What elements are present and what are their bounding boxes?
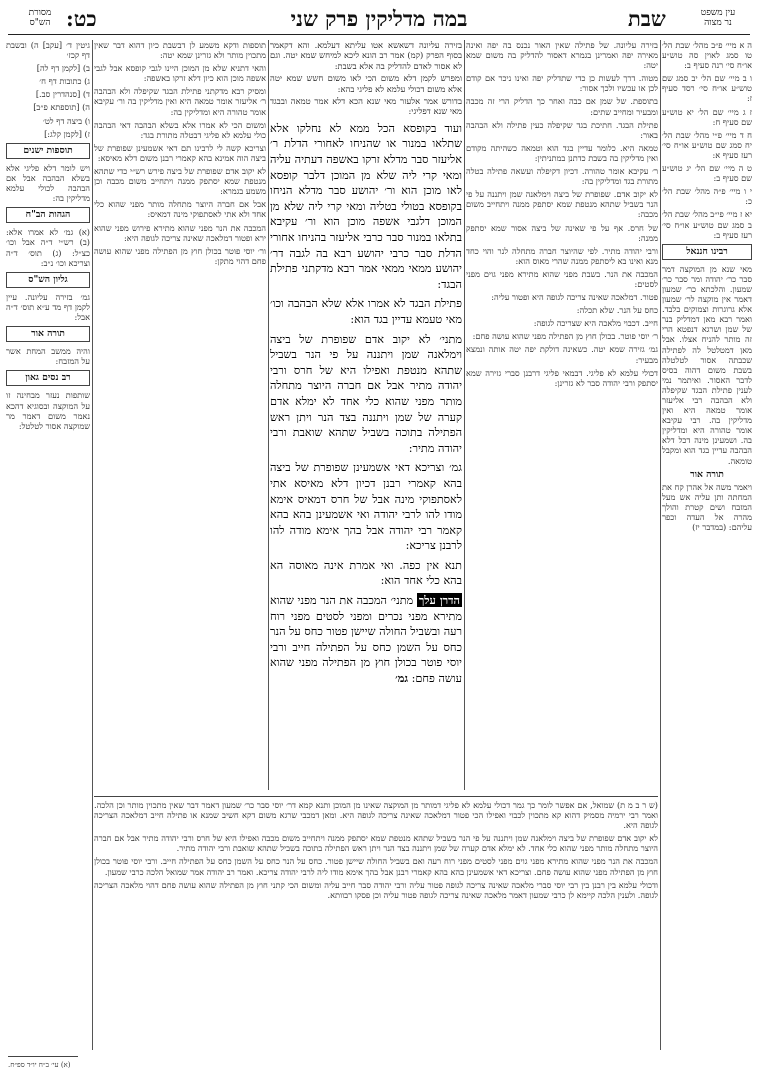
tosafot-yeshanim-heading: תוספות ישנים bbox=[6, 143, 90, 159]
tosafot-paragraph: ומשום הכי לא אמרו אלא בשלא הבהבה דאי הבהבה כולי עלמא לא פליגי דבטלה מתורת בגד: bbox=[94, 119, 266, 140]
gilyon-text: גמ׳ בזירה עליונה. עיין לקמן דף מד ע״א תוס׳ ד״ה אבל: bbox=[6, 291, 90, 322]
rashi-entry: גמ׳ גזירה שמא יטה. כשאינה דולקת יפה יטה אותה ונמצא מבעיר: bbox=[466, 344, 658, 365]
rashi-entry: דכולי עלמא לא פליגי. דבמאי פליגי דרבנן סברי גזירה שמא יסתפק ורבי יהודה סבר לא גזרינן: bbox=[466, 367, 658, 388]
rashi-entry: ורבי יהודה מתיר. לפי שהיוצר חברה מתחלה לנר והוי כחד מנא ואינו בא ליסתפק ממנה שהרי מאוס הוא: bbox=[466, 245, 658, 266]
folio-number: כט: bbox=[66, 6, 97, 31]
rav-nissim-text: שותפות נעזר מבחינה זו על המוקצה ובסוגיא דהכא נאמר משום דאמר מר שמוקצה אסור לטלטל: bbox=[6, 390, 90, 431]
tosafot-paragraph: וצריכא קשה לי לרבינו תם דאי אשמעינן שפופרת של ביצה הוה אמינא בהא קאמרי רבנן משום דלא מאיסא: bbox=[94, 142, 266, 163]
side-notes-column bbox=[6, 40, 90, 1050]
column-divider bbox=[464, 40, 465, 790]
mesoret-entry: ג) כתובות דף ח׳ bbox=[39, 76, 90, 87]
rashi-entry: לא יקוב אדם. שפופרת של ביצה וימלאנה שמן ויתננה על פי הנר בשביל שתהא מנטפת שמא יסתפק ממנה ויתחייב משום מכבה: bbox=[466, 189, 658, 220]
bottom-paragraph: לא יקוב אדם שפופרת של ביצה וימלאנה שמן ויתננה על פי הנר בשביל שתהא מנטפת שמא יסתפק ממנה ויתחייב משום מכבה ואפילו היא של חרס ורבי יהודה מתיר אבל אם חברה היוצר מתחלה מותר מפני שהוא כלי אחד. לא ימלא אדם קערה של שמן ויתננה בצד הנר ויתן ראש הפתילה בתוכה בשביל שתהא שואבת ורבי יהודה מתיר. bbox=[94, 833, 658, 854]
ein-mishpat-entry: ז ג מיי׳ שם הל׳ יא טוש״ע שם סעיף ח: bbox=[662, 106, 752, 127]
center-top-paragraph: ומפרש לקמן דלא משום הכי לאו משום חשש שמא יטה אלא משום דכולי עלמא לא פליגי בהא: bbox=[270, 73, 462, 94]
mesoret-entry: גיטין ד׳ [עקב] ה) ובשבת דף קכז׳ bbox=[6, 40, 90, 61]
tosafot-paragraph: לא יקוב אדם שפופרת של ביצה פירש רש״י כדי שתהא מנטפת שמא יסתפק ממנה ויתחייב משום מכבה וכן משמע בגמרא: bbox=[94, 166, 266, 197]
gemara-paragraph: גמ׳ וצריכא דאי אשמעינן שפופרת של ביצה בהא קאמרי רבנן דכיון דלא מאיסא אתי לאסתפוקי מינה אבל של חרס דמאיס אימא מודו להו לרבי יהודה ואי אשמעינן בהא בהא קאמר רבי יהודה אבל בהך אימא מודה להו לרבנן צריכא: bbox=[270, 461, 462, 553]
mesoret-entry: ו) ביצה דף לט׳ bbox=[42, 115, 90, 126]
gemara-paragraph: מתני׳ לא יקוב אדם שפופרת של ביצה וימלאנה שמן ויתננה על פי הנר בשביל שתהא מנטפת ואפילו היא של חרס ורבי יהודה מתיר אבל אם חברה היוצר מתחלה מותר מפני שהוא כלי אחד לא ימלא אדם קערה של שמן ויתננה בצד הנר ויתן ראש הפתילה בתוכה בשביל שתהא שואבת ורבי יהודה מתיר: bbox=[270, 332, 462, 455]
gemara-paragraph: תנא אין כפה. ואי אמרת אינה מאוסה הא בהא כלי אחד הוא: bbox=[270, 558, 462, 588]
torah-ohr-side-text: והיה ממשב המחת אשר על המזבח: bbox=[6, 346, 90, 367]
rashi-entry: ר׳ יוסי פוטר. בכולן חוץ מן הפתילה מפני שהוא עושה פחם: bbox=[472, 331, 658, 342]
gemara-paragraph: ועוד בקופסא הכל ממא לא נחלקו אלא שתלאו במנור או שהניחו לאחורי הדלת ר׳ אליעזר סבר מדלא זרקו באשפה דעתיה עליה ומאי קרי ליה שלא מן המוכן דלבר קופסא לאו מוכן הוא ור׳ יהושע סבר מדלא הניחו בקופסא בטולי בטליה ומאי קרי ליה שלא מן המוכן דלגבי אשפה מוכן הוא ור׳ עקיבא בתלאו במנור סבר כרבי אליעזר בהניחו אחורי הדלת סבר כרבי יהושע רבא בה לגבה דר׳ יהושע ממאי ממאי אמר רבא מדקתני פתילת הבגד: bbox=[270, 121, 462, 291]
rav-nissim-heading: רב נסים גאון bbox=[6, 370, 90, 386]
mesoret-entry: ה) [תוספתא פ״ב] bbox=[33, 102, 90, 113]
gilyon-heading: גליון הש"ס bbox=[6, 272, 90, 288]
rabbeinu-chananel-text: מאי שנא מן המוקצה דמר סבר כר׳ יהודה ומר סבר כר׳ שמעון. והלכתא כר׳ שמעון דאמר אין מוקצה לר׳ שמעון אלא גרוגרות וצמוקים בלבד. ואמר רבא מאן דמדליק בנר של שמן ושרגא דנפטא הרי זה מותר להניח אצלו. אבל מאן דמטלטל לה לפתילה שכבתה אסור לטלטלה בשבת משום דהוה בסיס לדבר האסור. ואיתמר נמי לענין פתילת הבגד שקיפלה ולא הבהבה רבי אליעזר אומר טמאה היא ואין מדליקין בה. רבי עקיבא אומר טהורה היא ומדליקין בה. ושמעינן מינה דכל דלא הבהבה עדיין בגד הוא ומקבל טומאה. bbox=[662, 263, 752, 466]
rashi-entry: בזירה עליונה. של פתילה שאין האור נכנס בה יפה ואינה מאירה יפה ואמרינן בגמרא דאסור להדליק בה משום שמא יטה: bbox=[466, 40, 658, 71]
torah-ohr-text: ויאמר משה אל אהרן קח את המחתה ותן עליה אש מעל המזבח ושים קטרת והולך מהרה אל העדה וכפר עליהם: (במדבר יז) bbox=[662, 481, 752, 533]
footnote: (א) עי׳ ב״ח יו״ד ספ״ח. bbox=[8, 1061, 71, 1069]
column-divider bbox=[660, 40, 661, 1050]
tosafot-paragraph: והאי דתניא שלא מן המוכן היינו לגבי קופסא אבל לגבי אשפה מוכן הוא כיון דלא זרקו באשפה: bbox=[94, 63, 266, 84]
footnote-divider bbox=[8, 1056, 78, 1057]
rashi-entry: מטוה. דרך לעשות כן כדי שתדליק יפה ואינו ניכר אם קודם לכן או עכשיו ולכך אסור: bbox=[466, 73, 658, 94]
rashi-entry: פטור. דמלאכה שאינה צריכה לגופה היא ופטור עליה: bbox=[491, 292, 658, 303]
mesoret-entry: ב) [לקמן דף לה] bbox=[36, 63, 90, 74]
center-top-commentary bbox=[270, 40, 462, 117]
hagahot-text: (א) גמ׳ לא אמרו אלא: (ב) רש״י ד״ה אבל וכו׳ כצ״ל: (ג) תוס׳ ד״ה וצריכא וכו׳ נ״ב: bbox=[6, 227, 90, 268]
rashi-entry: טמאה היא. כלומר עדיין בגד הוא וטמאה כשהיתה מקודם ואין מדליקין בה בשבת כדתנן במתניתין: bbox=[466, 142, 658, 163]
mishnah-paragraph: מתני׳ המכבה את הנר מפני שהוא מתירא מפני נכרים ומפני לסטים מפני רוח רעה ובשביל החולה שיישן פטור כחס על הנר כחס על השמן כחס על הפתילה חייב ורבי יוסי פוטר בכולן חוץ מן הפתילה מפני שהוא עושה פחם: bbox=[270, 594, 462, 686]
column-divider bbox=[268, 40, 269, 790]
ein-mishpat-column bbox=[662, 40, 752, 1050]
ein-mishpat-entry: י ו מיי׳ פ״ה מהל׳ שבת הל׳ כ: bbox=[662, 186, 752, 207]
page-header bbox=[8, 6, 750, 32]
gemara-marker: גמ׳ bbox=[395, 671, 409, 686]
center-top-paragraph: בזירה עליונה דשאשא אטו עליתא דעלמא. והא דקאמר בסוף הפרק (קמ) אמר רב הונא ליכא למיחש שמא יטה. וגם לא אסור לאדם להדליק בה אלא בשבת: bbox=[270, 40, 462, 71]
rashi-entry: חייב. דכבוי מלאכה היא שצריכה לגופה: bbox=[533, 318, 658, 329]
chapter-title: במה מדליקין פרק שני bbox=[290, 6, 468, 31]
tractate-name: שבת bbox=[628, 6, 666, 31]
gemara-text bbox=[270, 121, 462, 687]
ein-mishpat-entry: ו ב מיי׳ שם הל׳ יב סמג שם טוש״ע או״ח סי׳ רסד סעיף ז: bbox=[662, 73, 752, 104]
tosafot-paragraph: ור׳ יוסי פוטר בכולן חוץ מן הפתילה מפני שהוא עושה פחם דהוי מתקן: bbox=[94, 245, 266, 266]
bottom-divider bbox=[94, 796, 658, 797]
torah-ohr-heading: תורה אור bbox=[690, 468, 724, 480]
center-top-paragraph: בדורש אמר אלעזר מאי שנא הכא דלא אמר טמאה ובבגד מאי שנא דפליגי: bbox=[270, 96, 462, 117]
rashi-entry: כחס על הנר. שלא תכלה: bbox=[576, 305, 658, 316]
ein-mishpat-label: עין משפט נר מצוה bbox=[700, 8, 736, 28]
hagahot-heading: הגהות הב"ח bbox=[6, 207, 90, 223]
column-divider bbox=[92, 40, 93, 1050]
bottom-commentary bbox=[94, 800, 658, 1050]
mesoret-entry: ז) [לקמן קלג:] bbox=[44, 128, 90, 139]
torah-ohr-side-heading: תורה אור bbox=[6, 326, 90, 342]
ein-mishpat-entry: ח ד מיי׳ פ״י מהל׳ שבת הל׳ יח סמג שם טוש״ע או״ח סי׳ רעז סעיף א: bbox=[662, 129, 752, 160]
rashi-entry: בתוספת. של שמן אם כבה ואחר כך הדליק הרי זה מכבה ומבעיר ומחייב שתים: bbox=[466, 96, 658, 117]
ein-mishpat-entry: יא ז מיי׳ פי״ב מהל׳ שבת הל׳ ב סמג שם טוש״ע או״ח סי׳ רעז סעיף ב: bbox=[662, 209, 752, 240]
gemara-paragraph: פתילת הבגד לא אמרו אלא שלא הבהבה וכו׳ מאי טעמא עדיין בגד הוא: bbox=[270, 297, 462, 326]
hadran-label: הדרן עלך bbox=[418, 593, 460, 608]
header-divider bbox=[8, 34, 750, 35]
rashi-entry: של חרס. אף על פי שאינה של ביצה אסור שמא יסתפק ממנה: bbox=[466, 222, 658, 243]
mesoret-entry: ד) [סנהדרין סב.] bbox=[35, 89, 90, 100]
tosafot-paragraph: ומסיק רבא מדקתני פתילת הבגד שקיפלה ולא הבהבה ר׳ אליעזר אומר טמאה היא ואין מדליקין בה ור׳ עקיבא אומר טהורה היא ומדליקין בה: bbox=[94, 86, 266, 117]
rabbeinu-chananel-heading: רבינו חננאל bbox=[662, 244, 752, 260]
rashi-entry: פתילת הבגד. חתיכת בגד שקיפלה כעין פתילה ולא הבהבה באור: bbox=[466, 119, 658, 140]
tosafot-paragraph: המכבה את הנר מפני שהוא מתירא פירוש מפני שהוא ירא ופטור דמלאכה שאינה צריכה לגופה היא: bbox=[94, 222, 266, 243]
rashi-entry: המכבה את הנר. בשבת מפני שהוא מתירא מפני גוים מפני לסטים: bbox=[466, 268, 658, 289]
bottom-paragraph: (ש ר ב מ ת) שמואל, אם אפשר לומר כך גמר דכולי עלמא לא פליגי דמותר מן המוקצה שאינו מן המוכן ותנא קמא דר׳ יוסי סבר כר׳ שמעון דאמר דבר שאין מתכוין מותר וכן הלכה. ואמר רבי ירמיה מסמיק דהוא קא מתכוין לכבוי ואפילו הכי פטור דמלאכה שאינה צריכה לגופה היא. ומאן דמכבי שרגא משום דקא חשיב שמנא או פתילה חייב דמלאכה הצריכה לגופה היא. bbox=[94, 800, 658, 831]
ein-mishpat-entry: ט ה מיי׳ שם הל׳ יג טוש״ע שם סעיף ב: bbox=[662, 163, 752, 184]
tosafot-yeshanim-text: ויש לומר דלא פליגי אלא בשלא הבהבה אבל אם הבהבה לכולי עלמא מדליקין בה: bbox=[6, 162, 90, 204]
mesoret-label: מסורת הש"ס bbox=[28, 8, 52, 28]
tosafot-paragraph: תוספות ודקא משמע לן דבשבת כיון דהוא דבר שאין מתכוין מותר ולא גזרינן שמא יטה: bbox=[94, 40, 266, 61]
rashi-entry: ר׳ עקיבא אומר טהורה. דכיון דקיפלה ועשאה פתילה בטלה מתורת בגד ומדליקין בה: bbox=[466, 166, 658, 187]
tosafot-paragraph: אבל אם חברה היוצר מתחלה מותר מפני שהוא כלי אחד ולא אתי לאסתפוקי מינה דמאיס: bbox=[94, 199, 266, 220]
bottom-paragraph: ודכולי עלמא בין רבנן בין רבי יוסי סברי מלאכה שאינה צריכה לגופה פטור עליה ורבי יהודה סבר חייב עליה ומשום הכי קתני חוץ מן הפתילה שהוא עושה פחם דהוי מלאכה הצריכה לגופה. ולענין הלכה קיימא לן כרבי שמעון דאמר מלאכה שאינה צריכה לגופה פטור עליה וכן פסקו רבוותא. bbox=[94, 879, 658, 900]
ein-mishpat-entry: ה א מיי׳ פ״ב מהל׳ שבת הל׳ טו סמג לאוין סה טוש״ע או״ח סי׳ רנה סעיף ב: bbox=[662, 40, 752, 71]
bottom-paragraph: המכבה את הנר מפני שהוא מתירא מפני גוים מפני לסטים מפני רוח רעה ואם בשביל החולה שיישן פטור. כחס על הנר כחס על השמן כחס על הפתילה חייב. ורבי יוסי פוטר בכולן חוץ מן הפתילה מפני שהוא עושה פחם. וצריכא דאי אשמעינן בהא בהא קאמרי רבנן אבל בהך אימא מודו ליה לרבי יהודה צריכא. ואמר רב יהודה אמר שמואל הלכה כרבי שמעון. bbox=[94, 856, 658, 877]
